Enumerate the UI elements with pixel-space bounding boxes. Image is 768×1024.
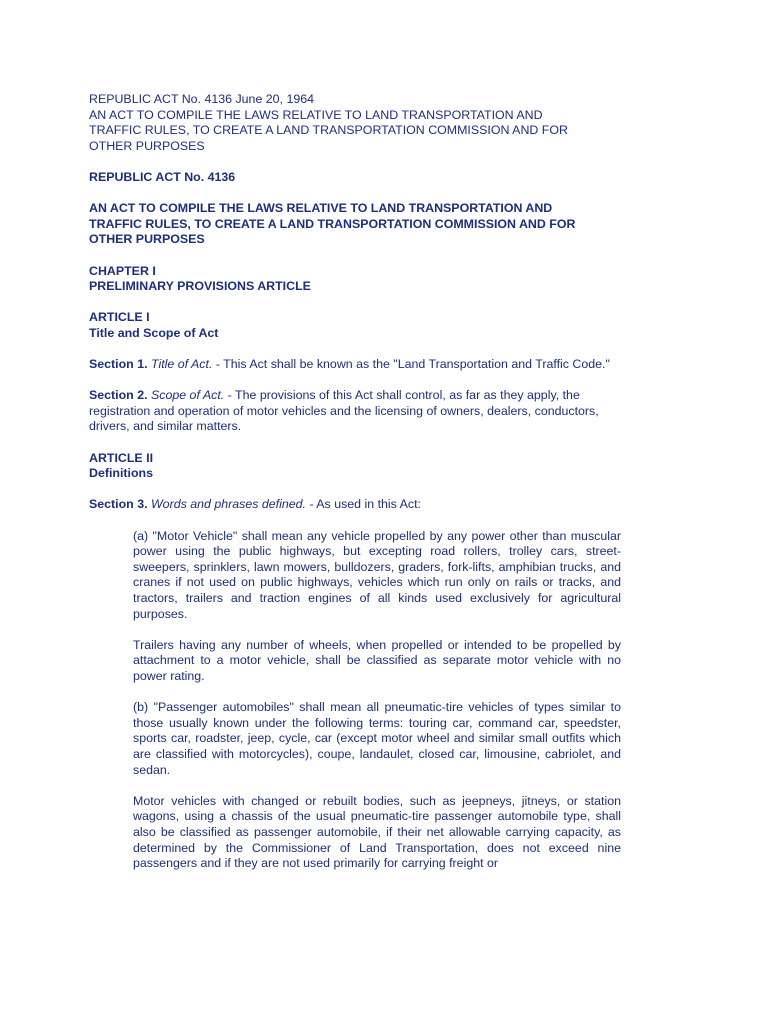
act-long-title-line: AN ACT TO COMPILE THE LAWS RELATIVE TO LAND TRANSPORTATION AND	[89, 201, 553, 216]
header-line: REPUBLIC ACT No. 4136 June 20, 1964	[89, 92, 315, 106]
section-title: Title of Act.	[150, 357, 213, 372]
section-number: Section 2.	[89, 388, 148, 403]
section-text: - The provisions of this Act shall control, as far as they apply, the registration and operation of motor vehicles and the licensing of owners, dealers, conductors, drivers, and similar matters.	[89, 388, 599, 434]
section-1	[89, 357, 629, 373]
definition-paragraph: (b) "Passenger automobiles" shall mean all pneumatic-tire vehicles of types similar to those usually known under the following terms: touring car, command car, speedster, sports car, roadster, jeep, cycle, car (except motor wheel and similar small outfits which are classified with motorcycles), coupe, landaulet, closed car, limousine, cabriolet, and sedan.	[133, 700, 621, 777]
chapter-title: PRELIMINARY PROVISIONS ARTICLE	[89, 279, 311, 294]
section-2	[89, 388, 629, 435]
section-number: Section 1.	[89, 357, 148, 372]
header-line: TRAFFIC RULES, TO CREATE A LAND TRANSPORTATION COMMISSION AND FOR	[89, 123, 568, 138]
article-title: Definitions	[89, 466, 154, 481]
definition-paragraph: (a) "Motor Vehicle" shall mean any vehicle propelled by any power other than muscular power using the public highways, but excepting road rollers, trolley cars, street-sweepers, sprinklers, lawn mowers, bulldozers, graders, fork-lifts, amphibian trucks, and cranes if not used on public highways, vehicles which run only on rails or tracks, and tractors, trailers and traction engines of all kinds used exclusively for agricultural purposes.	[133, 528, 621, 621]
article-label: ARTICLE II	[89, 450, 154, 465]
section-text: - As used in this Act:	[305, 497, 421, 512]
header-line: AN ACT TO COMPILE THE LAWS RELATIVE TO LAND TRANSPORTATION AND	[89, 107, 543, 122]
act-long-title-line: OTHER PURPOSES	[89, 232, 205, 247]
section-text: - This Act shall be known as the "Land Transportation and Traffic Code."	[212, 357, 610, 372]
article-heading	[89, 310, 629, 341]
article-label: ARTICLE I	[89, 310, 150, 325]
section-3	[89, 497, 629, 513]
chapter-label: CHAPTER I	[89, 263, 156, 278]
act-long-title-line: TRAFFIC RULES, TO CREATE A LAND TRANSPORTATION COMMISSION AND FOR	[89, 216, 576, 231]
definition-paragraph: Motor vehicles with changed or rebuilt bodies, such as jeepneys, jitneys, or station wagons, using a chassis of the usual pneumatic-tire passenger automobile type, shall also be classified as passenger automobile, if their net allowable carrying capacity, as determined by the Commissioner of Land Transportation, does not exceed nine passengers and if they are not used primarily for carrying freight or	[133, 793, 621, 871]
article-title: Title and Scope of Act	[89, 325, 219, 340]
chapter-heading	[89, 264, 629, 295]
act-long-title	[89, 201, 629, 248]
document-body	[89, 92, 629, 871]
definition-paragraph: Trailers having any number of wheels, when propelled or intended to be propelled by attachment to a motor vehicle, shall be classified as separate motor vehicle with no power rating.	[133, 637, 621, 683]
article-heading	[89, 451, 629, 482]
act-title: REPUBLIC ACT No. 4136	[89, 169, 236, 184]
header-line: OTHER PURPOSES	[89, 138, 205, 153]
section-number: Section 3.	[89, 497, 148, 512]
section-title: Words and phrases defined.	[150, 497, 306, 512]
document-header	[89, 92, 629, 154]
section-title: Scope of Act.	[150, 388, 225, 403]
